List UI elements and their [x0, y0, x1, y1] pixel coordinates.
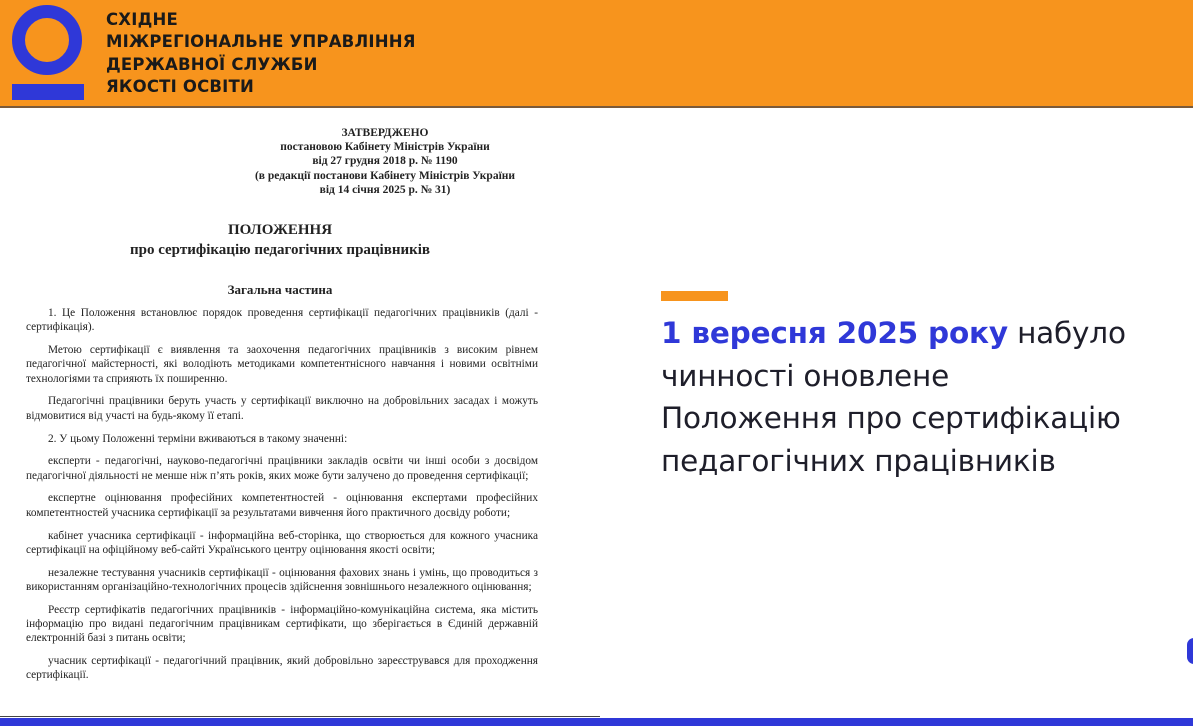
- document-paragraph: учасник сертифікації - педагогічний працівник, який добровільно зареєструвався для проходження сертифікації.: [26, 655, 538, 682]
- announcement-text: [661, 312, 1161, 482]
- organization-logo: [12, 5, 84, 101]
- announcement-line-2: чинності оновлене: [661, 358, 950, 393]
- org-name-line: СХІДНЕ: [106, 10, 178, 29]
- bottom-bar: [0, 718, 1193, 726]
- document-title-block: [60, 220, 500, 260]
- approval-line: постановою Кабінету Міністрів України: [280, 141, 490, 154]
- document-body: [26, 306, 538, 691]
- document-paragraph: експерти - педагогічні, науково-педагогічні працівники закладів освіти чи інші особи з досвідом педагогічної діяльності не менше ніж п’ять років, яких може бути залучено до проведення сертифікації;: [26, 455, 538, 482]
- announcement-line-1-rest: набуло: [1007, 316, 1126, 350]
- document-paragraph: Метою сертифікації є виявлення та заохочення педагогічних працівників з високим рівнем педагогічної майстерності, які володіють методиками компетентнісного навчання і новими освітніми технологіями та сприяють їх поширенню.: [26, 344, 538, 385]
- announcement-line-4: педагогічних працівників: [661, 443, 1056, 478]
- regulation-document-scan: [0, 110, 600, 718]
- document-paragraph: 2. У цьому Положенні терміни вживаються в такому значенні:: [48, 432, 348, 445]
- approval-line: від 14 січня 2025 р. № 31): [319, 183, 451, 196]
- document-paragraph: експертне оцінювання професійних компетентностей - оцінювання експертами професійних компетентностей учасника сертифікації за результатами вивчення його практичного досвіду роботи;: [26, 492, 538, 519]
- logo-ring-icon: [12, 5, 82, 75]
- document-divider: [0, 716, 600, 717]
- org-name-line: ДЕРЖАВНОЇ СЛУЖБИ: [106, 54, 318, 74]
- accent-line: [661, 291, 728, 301]
- approval-line: від 27 грудня 2018 р. № 1190: [312, 155, 458, 168]
- document-subtitle: про сертифікацію педагогічних працівників: [129, 242, 431, 258]
- document-paragraph: незалежне тестування учасників сертифікації - оцінювання фахових знань і умінь, що проводиться з використанням організаційно-технологічних процесів здійснення зовнішнього незалежного оцінювання;: [26, 566, 538, 593]
- approval-stamp-block: [230, 126, 540, 197]
- announcement-line-3: Положення про сертифікацію: [661, 401, 1121, 435]
- org-name-line: ЯКОСТІ ОСВІТИ: [106, 76, 254, 96]
- document-paragraph: Реєстр сертифікатів педагогічних працівників - інформаційно-комунікаційна система, яка містить інформацію про видані педагогічним працівникам сертифікати, що зберігається в Єдиній державній електронній базі з питань освіти;: [26, 603, 538, 645]
- section-heading: Загальна частина: [227, 282, 333, 297]
- announcement-date: 1 вересня 2025 року: [661, 316, 1008, 350]
- document-title: ПОЛОЖЕННЯ: [227, 222, 333, 238]
- approval-line: (в редакції постанови Кабінету Міністрів України: [254, 169, 516, 182]
- approval-line: ЗАТВЕРДЖЕНО: [341, 127, 429, 139]
- document-paragraph: кабінет учасника сертифікації - інформаційна веб-сторінка, що створюється для кожного учасника сертифікації на офіційному веб-сайті Українського центру оцінювання якості освіти;: [26, 529, 538, 556]
- organization-name: [106, 9, 416, 98]
- document-paragraph: 1. Це Положення встановлює порядок проведення сертифікації педагогічних працівників (далі - сертифікація).: [26, 307, 538, 334]
- document-paragraph: Педагогічні працівники беруть участь у сертифікації виключно на добровільних засадах і можуть відмовитися від участі на будь-якому її етапі.: [26, 395, 538, 422]
- logo-bar-icon: [12, 84, 84, 100]
- edge-decoration: [1187, 638, 1193, 664]
- header-banner: [0, 0, 1193, 108]
- org-name-line: МІЖРЕГІОНАЛЬНЕ УПРАВЛІННЯ: [106, 32, 416, 52]
